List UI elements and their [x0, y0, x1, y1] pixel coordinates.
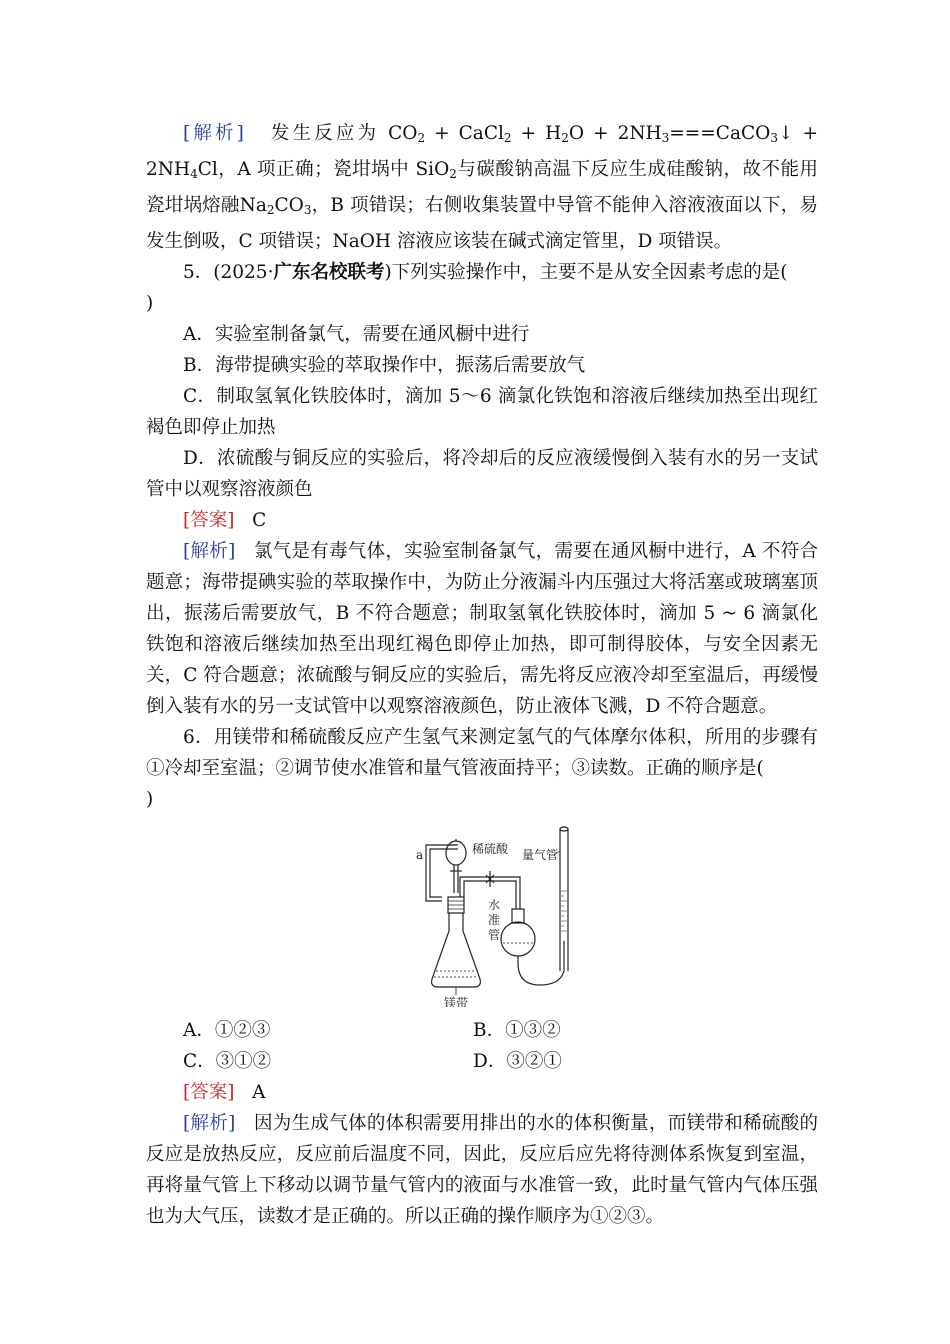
analysis-tag: [解析]	[183, 1113, 236, 1134]
label-water-tube-3: 管	[488, 928, 501, 942]
analysis-tag: [解析]	[183, 123, 244, 144]
q5-option-d: D．浓硫酸与铜反应的实验后，将冷却后的反应液缓慢倒入装有水的另一支试管中以观察溶液颜色	[146, 448, 818, 500]
gas-apparatus-diagram	[404, 821, 574, 1007]
q5-option-a: A．实验室制备氯气，需要在通风橱中进行	[183, 324, 530, 345]
answer-value: A	[252, 1082, 266, 1103]
label-dilute-acid: 稀硫酸	[472, 842, 509, 856]
funnel-stem	[454, 865, 458, 893]
q6-option-c: C．③①②	[183, 1051, 272, 1072]
analysis-tag: [解析]	[183, 541, 236, 562]
q5-answer	[146, 505, 818, 536]
answer-tag: [答案]	[183, 1082, 235, 1103]
q4-analysis: [解析] 发生反应为 $CO_2$ + CaCl$_2$ + $H_2O$ + $2NH_3===CaCO_3↓ + 2NH_4Cl$，A 项正确；瓷坩埚中 SiO$_2$与碳酸钠高温下反应生成硅酸钠，故不能用瓷坩埚熔融$Na_2CO_3$，B 项错误；右侧收集装置中导管不能伸入溶液液面以下，易发生倒吸，C 项错误；NaOH 溶液应该装在碱式滴定管里，D 项错误。	[146, 123, 818, 252]
label-mg-ribbon: 镁带	[444, 996, 469, 1007]
q6-option-b: B．①③②	[473, 1020, 561, 1041]
label-water-tube-1: 水	[488, 898, 501, 912]
q6-analysis: [解析] 因为生成气体的体积需要用排出的水的体积衡量，而镁带和稀硫酸的反应是放热反应，反应前后温度不同，因此，反应后应先将待测体系恢复到室温，再将量气管上下移动以调节量气管内的液面与水准管一致，此时量气管内气体压强也为大气压，读数才是正确的。所以正确的操作顺序为①②③。	[146, 1113, 818, 1227]
q6-stem: 6．用镁带和稀硫酸反应产生氢气来测定氢气的气体摩尔体积，所用的步骤有①冷却至室温；②调节使水准管和量气管液面持平；③读数。正确的顺序是( )	[146, 727, 818, 810]
q6-option-a: A．①②③	[183, 1020, 271, 1041]
label-a: a	[416, 848, 424, 862]
label-water-tube-2: 准	[488, 913, 501, 927]
document-page	[146, 118, 818, 1232]
label-gas-measuring-tube: 量气管	[522, 848, 559, 862]
q6-options-row-1	[146, 1015, 818, 1046]
rubber-tube	[518, 941, 564, 985]
q5-option-c: C．制取氢氧化铁胶体时，滴加 5～6 滴氯化铁饱和溶液后继续加热至出现红褐色即停止加热	[146, 386, 818, 438]
bulb-stopper	[512, 909, 524, 923]
q5-analysis: [解析] 氯气是有毒气体，实验室制备氯气，需要在通风橱中进行，A 不符合题意；海带提碘实验的萃取操作中，为防止分液漏斗内压强过大将活塞或玻璃塞顶出，振荡后需要放气，B 不符合题意；制取氢氧化铁胶体时，滴加 5 ~ 6 滴氯化铁饱和溶液后继续加热至出现红褐色即停止加热，即可制得胶体，与安全因素无关，C 符合题意；浓硫酸与铜反应的实验后，需先将反应液冷却至室温后，再缓慢倒入装有水的另一支试管中以观察溶液颜色，防止液体飞溅，D 不符合题意。	[146, 541, 818, 717]
q6-option-d: D．③②①	[473, 1051, 562, 1072]
apparatus-figure	[146, 821, 818, 1007]
answer-tag: [答案]	[183, 510, 235, 531]
pressure-equalizing-tube-outer	[426, 845, 458, 901]
q5-stem: 5．(2025·广东名校联考)下列实验操作中，主要不是从安全因素考虑的是( )	[146, 262, 788, 314]
conical-flask	[432, 913, 481, 987]
answer-value: C	[252, 510, 267, 531]
q6-options-row-2	[146, 1046, 818, 1077]
q6-answer	[146, 1077, 818, 1108]
q5-option-b: B．海带提碘实验的萃取操作中，振荡后需要放气	[183, 355, 586, 376]
leveling-bulb	[501, 922, 535, 956]
